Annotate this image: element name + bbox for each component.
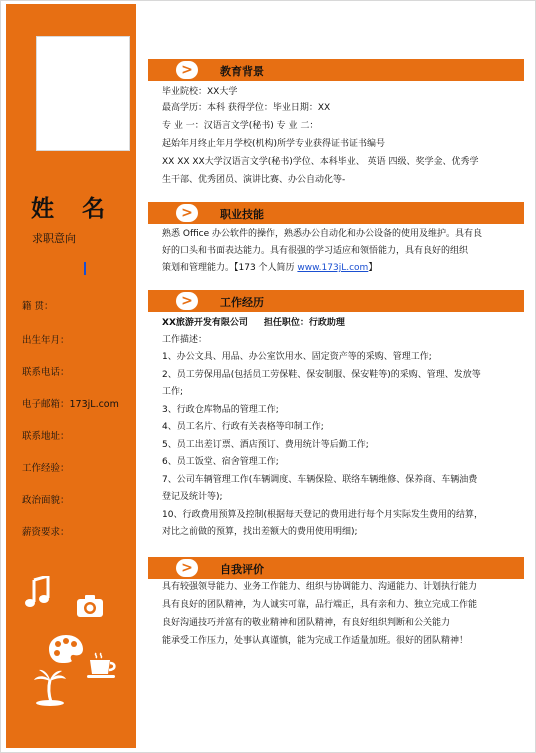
- evaluation-line[interactable]: 能承受工作压力，处事认真谨慎，能为完成工作适量加班。很好的团队精神！: [162, 636, 469, 646]
- experience-line[interactable]: 工作;: [162, 387, 184, 397]
- edu-line[interactable]: 毕业院校：XX大学: [162, 87, 238, 97]
- skills-line[interactable]: 熟悉 Office 办公软件的操作，熟悉办公自动化和办公设备的使用及维护。具有良: [162, 229, 482, 239]
- edu-line[interactable]: 生干部、优秀团员、演讲比赛、办公自动化等-: [162, 175, 346, 185]
- arrow-icon: >: [176, 204, 198, 222]
- experience-line[interactable]: 登记及统计等);: [162, 492, 223, 502]
- camera-icon: [76, 594, 104, 618]
- section-title-education[interactable]: 教育背景: [220, 65, 264, 78]
- ad-suffix: 】: [368, 263, 378, 273]
- edu-line[interactable]: 专 业 一：汉语言文学(秘书) 专 业 二：: [162, 121, 319, 131]
- ad-prefix: 【173 个人简历: [234, 263, 298, 273]
- info-native-place[interactable]: 籍 贯：: [22, 301, 54, 312]
- section-header-experience: [148, 290, 524, 312]
- section-header-skills: [148, 202, 524, 224]
- info-birth-date[interactable]: 出生年月：: [22, 335, 70, 346]
- photo-placeholder[interactable]: [36, 36, 130, 151]
- experience-line[interactable]: 5、员工出差订票、酒店预订、费用统计等后勤工作;: [162, 440, 369, 450]
- palette-icon: [48, 634, 84, 664]
- evaluation-line[interactable]: 具有较强领导能力、业务工作能力、组织与协调能力、沟通能力、计划执行能力: [162, 582, 478, 592]
- edu-line[interactable]: 最高学历：本科 获得学位：毕业日期：XX: [162, 103, 331, 113]
- sidebar-divider: [136, 4, 142, 748]
- evaluation-line[interactable]: 良好沟通技巧并富有的敬业精神和团队精神，有良好组织判断和公关能力: [162, 618, 451, 628]
- experience-line[interactable]: 4、员工名片、行政有关表格等印制工作;: [162, 422, 324, 432]
- info-email[interactable]: 电子邮箱：173jL.com: [22, 399, 119, 410]
- sidebar: [6, 4, 140, 748]
- info-phone[interactable]: 联系电话：: [22, 367, 70, 378]
- experience-line[interactable]: 3、行政仓库物品的管理工作;: [162, 405, 279, 415]
- experience-company-line: [162, 317, 345, 329]
- skills-line[interactable]: 好的口头和书面表达能力。具有很强的学习适应和领悟能力，具有良好的组织: [162, 246, 469, 256]
- section-header-evaluation: [148, 557, 524, 579]
- experience-line[interactable]: 1、办公文具、用品、办公室饮用水、固定资产等的采购、管理工作;: [162, 352, 432, 362]
- experience-line[interactable]: 6、员工饭堂、宿舍管理工作;: [162, 457, 279, 467]
- coffee-cup-icon: [86, 652, 120, 680]
- edu-line[interactable]: XX XX XX大学汉语言文学(秘书)学位、本科毕业、 英语 四级、奖学金、优秀学: [162, 157, 479, 167]
- section-title-experience[interactable]: 工作经历: [220, 296, 264, 309]
- candidate-name[interactable]: 姓 名: [30, 196, 115, 222]
- arrow-icon: >: [176, 559, 198, 577]
- company-name[interactable]: XX旅游开发有限公司: [162, 318, 248, 328]
- info-salary[interactable]: 薪资要求：: [22, 527, 70, 538]
- evaluation-line[interactable]: 具有良好的团队精神，为人诚实可靠，品行端正，具有亲和力、独立完成工作能: [162, 600, 478, 610]
- website-link[interactable]: www.173jL.com: [297, 263, 369, 273]
- experience-line[interactable]: 7、公司车辆管理工作(车辆调度、车辆保险、联络车辆维修、保养商、车辆油费: [162, 475, 478, 485]
- music-note-icon: [24, 576, 54, 610]
- skills-line-text[interactable]: 策划和管理能力。: [162, 263, 235, 273]
- section-title-evaluation[interactable]: 自我评价: [220, 563, 264, 576]
- text-cursor: [84, 262, 86, 275]
- section-header-education: [148, 59, 524, 81]
- section-title-skills[interactable]: 职业技能: [220, 208, 264, 221]
- experience-line[interactable]: 2、员工劳保用品(包括员工劳保鞋、保安制服、保安鞋等)的采购、管理、发放等: [162, 370, 481, 380]
- job-position[interactable]: 担任职位：行政助理: [263, 318, 345, 328]
- arrow-icon: >: [176, 292, 198, 310]
- experience-line[interactable]: 工作描述：: [162, 335, 208, 345]
- info-address[interactable]: 联系地址：: [22, 431, 70, 442]
- experience-line[interactable]: 10、行政费用预算及控制(根据每天登记的费用进行每个月实际发生费用的结算，: [162, 510, 483, 520]
- skills-line: [162, 262, 377, 274]
- experience-line[interactable]: 对比之前做的预算，找出差额大的费用使用明细);: [162, 527, 358, 537]
- arrow-icon: >: [176, 61, 198, 79]
- info-work-experience[interactable]: 工作经验：: [22, 463, 70, 474]
- palm-tree-icon: [32, 668, 68, 706]
- job-intention[interactable]: 求职意向: [32, 232, 76, 245]
- edu-line[interactable]: 起始年月终止年月学校(机构)所学专业获得证书证书编号: [162, 139, 386, 149]
- info-political-status[interactable]: 政治面貌：: [22, 495, 70, 506]
